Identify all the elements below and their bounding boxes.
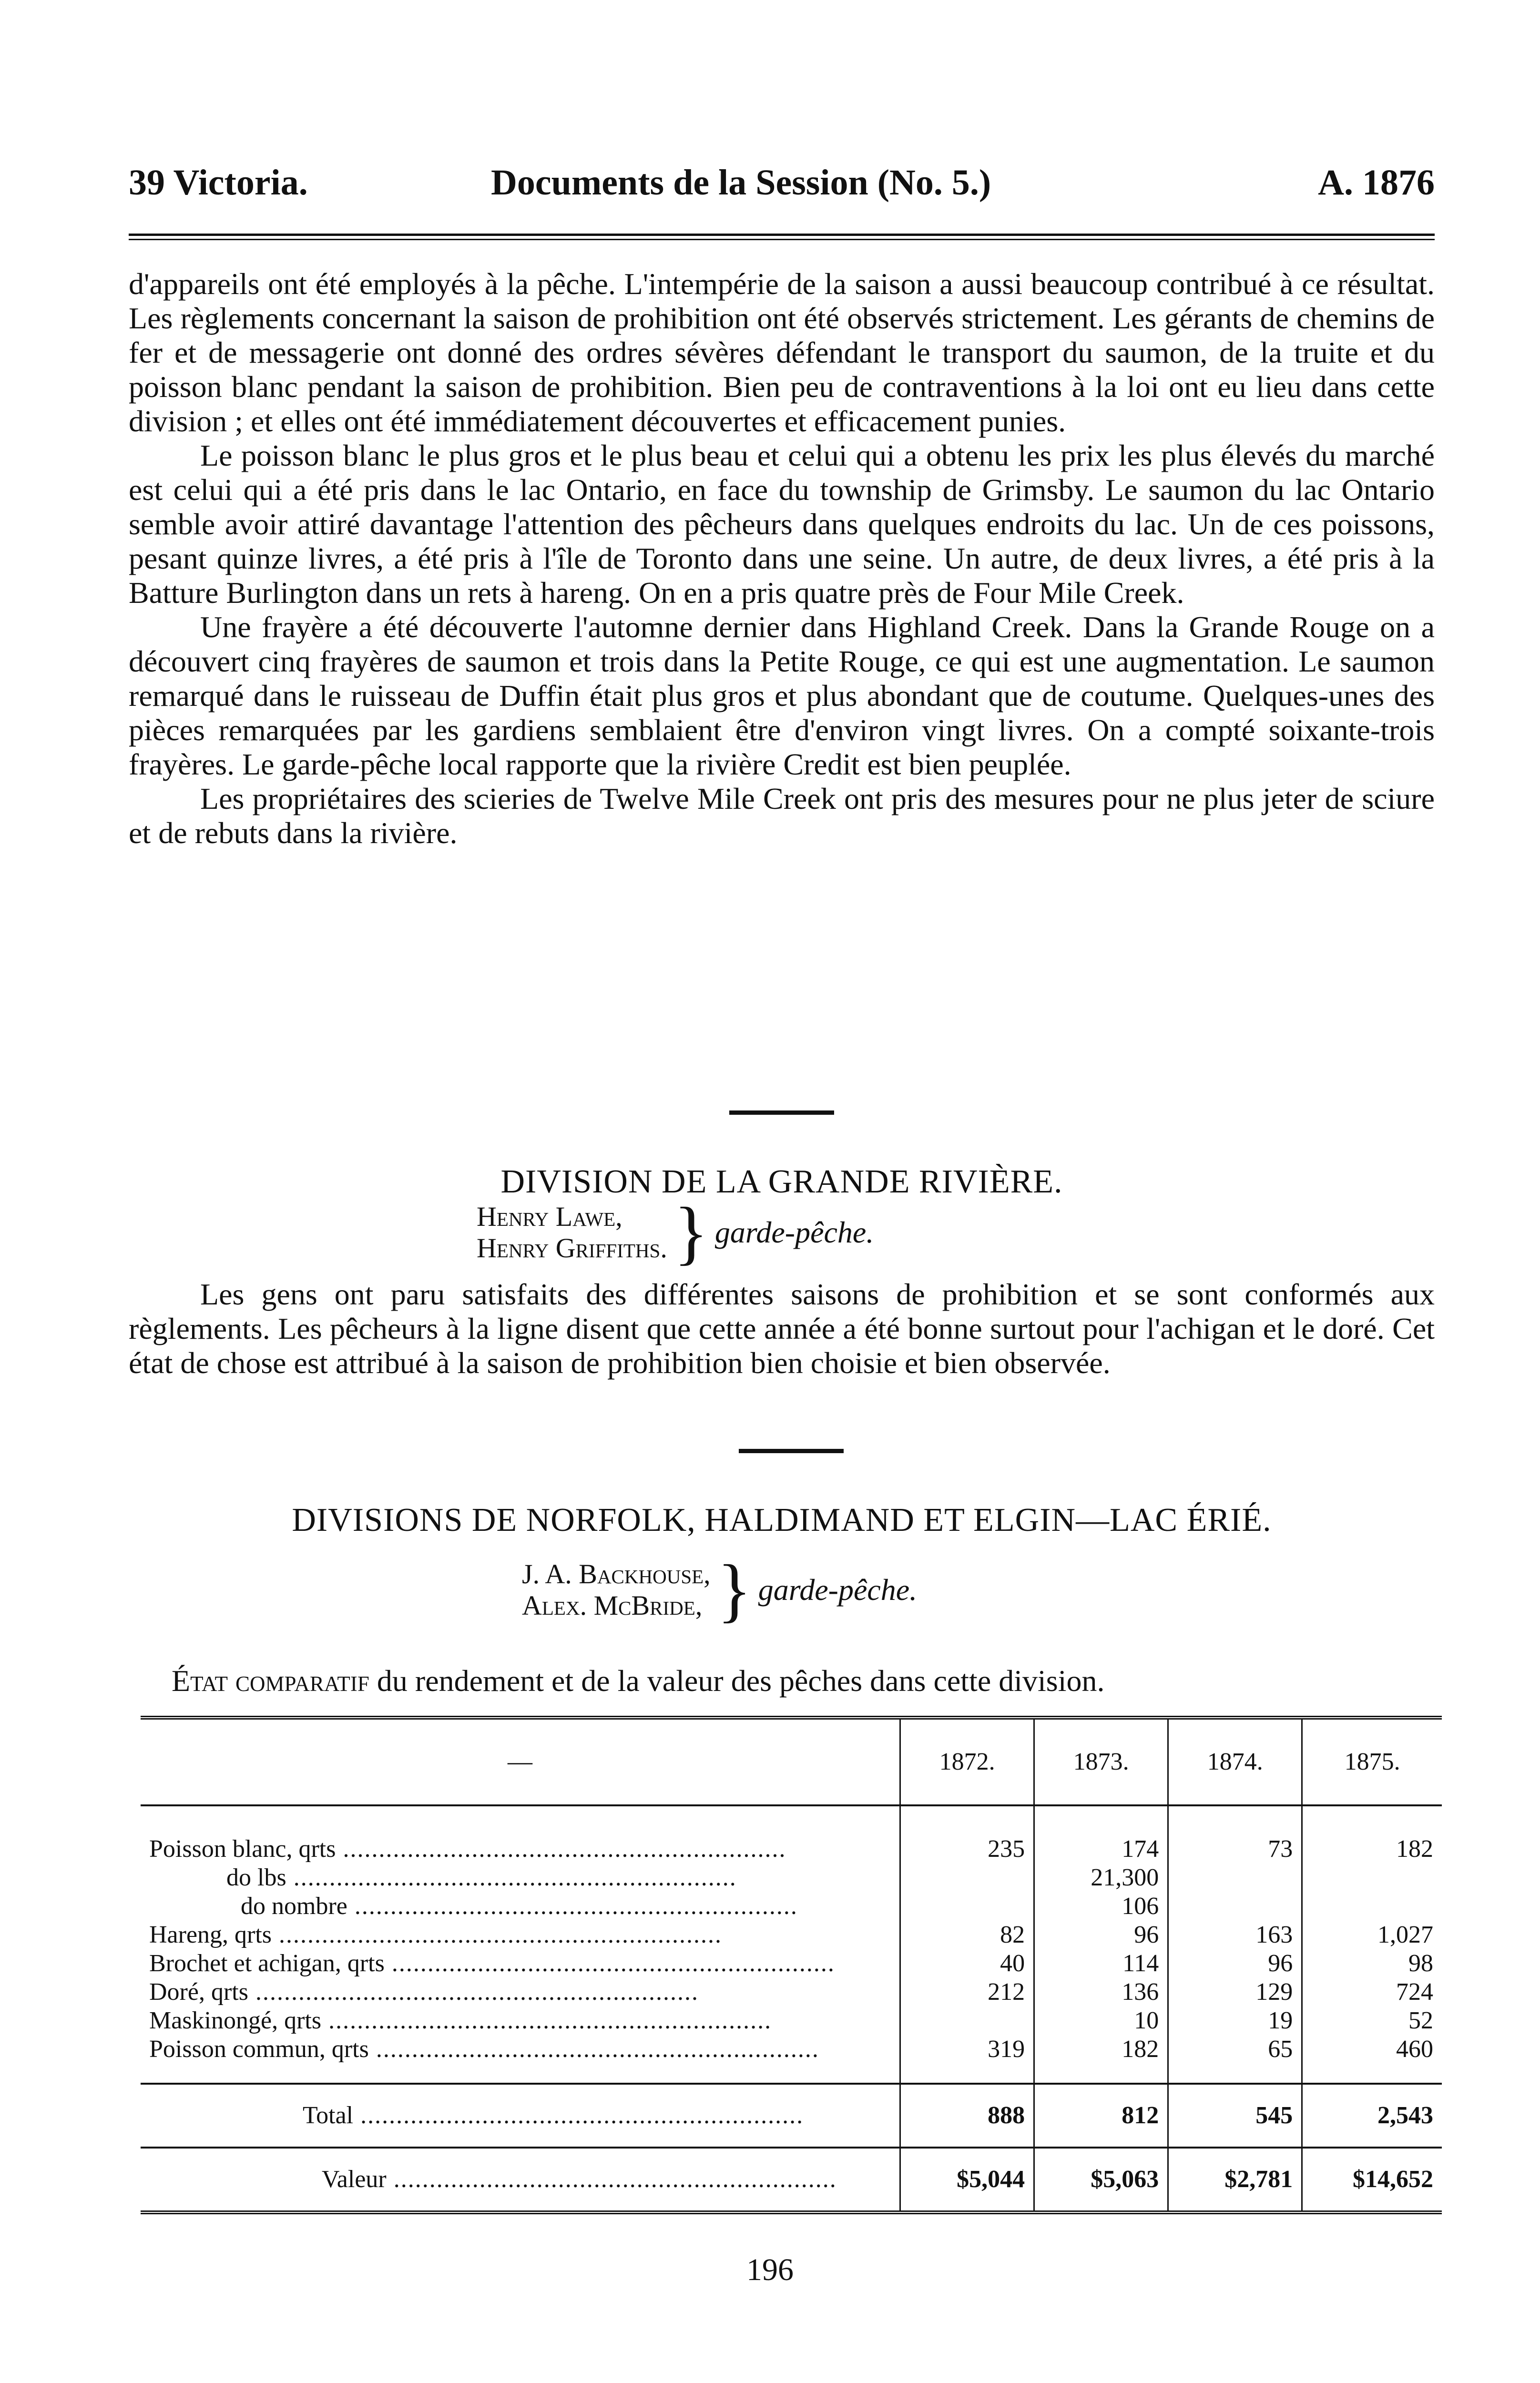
table-row [141, 1978, 1442, 2006]
paragraph: Les propriétaires des scieries de Twelve Mile Creek ont pris des mesures pour ne plus jeter de sciure et de rebuts dans la rivière. [129, 782, 1435, 850]
cell-value: 182 [1302, 1805, 1442, 1864]
caption-lead: État comparatif [172, 1664, 369, 1698]
brace: } [717, 1550, 752, 1629]
table-row [141, 2006, 1442, 2035]
cell-value [1168, 1864, 1302, 1892]
table-row [141, 1864, 1442, 1892]
warden-names [477, 1201, 667, 1264]
total-value: 812 [1034, 2084, 1168, 2148]
value-row [141, 2148, 1442, 2212]
cell-value: 96 [1034, 1921, 1168, 1949]
cell-value: 724 [1302, 1978, 1442, 2006]
cell-value: 106 [1034, 1892, 1168, 1921]
paragraph: Le poisson blanc le plus gros et le plus beau et celui qui a obtenu les prix les plus élevés du marché est celui qui a été pris dans le lac Ontario, en face du township de Grimsby. Le saumon du lac Ontario semble avoir attiré davantage l'attention des pêcheurs dans quelques endroits du lac. Un de ces poissons, pesant quinze livres, a été pris à l'île de Toronto dans une seine. Un autre, de deux livres, a été pris à la Batture Burlington dans un rets à hareng. On en a pris quatre près de Four Mile Creek. [129, 438, 1435, 610]
header-rule [129, 234, 1435, 240]
section-title: DIVISIONS DE NORFOLK, HALDIMAND ET ELGIN—LAC ÉRIÉ. [292, 1502, 1272, 1538]
cell-value: 10 [1034, 2006, 1168, 2035]
table-header-row [141, 1718, 1442, 1805]
value-amount: $5,044 [900, 2148, 1034, 2212]
caption-rest: du rendement et de la valeur des pêches dans cette division. [369, 1664, 1105, 1698]
cell-value: 40 [900, 1949, 1034, 1978]
cell-value: 174 [1034, 1805, 1168, 1864]
row-label: do nombre ..... [141, 1892, 900, 1921]
row-label: do lbs ..... [141, 1864, 900, 1892]
section-divider [739, 1449, 844, 1453]
warden-name: Alex. McBride, [522, 1590, 703, 1621]
cell-value: 1,027 [1302, 1921, 1442, 1949]
cell-value: 52 [1302, 2006, 1442, 2035]
total-label: Total ..... [141, 2084, 900, 2148]
year-header: 1875. [1302, 1718, 1442, 1805]
row-label: Maskinongé, qrts ..... [141, 2006, 900, 2035]
brace: } [673, 1193, 708, 1272]
grande-riviere-text [129, 1277, 1435, 1380]
cell-value: 65 [1168, 2035, 1302, 2084]
warden-block [522, 1550, 918, 1629]
cell-value: 129 [1168, 1978, 1302, 2006]
year-header: 1872. [900, 1718, 1034, 1805]
intro-text [129, 267, 1435, 850]
cell-value: 163 [1168, 1921, 1302, 1949]
cell-value [900, 1892, 1034, 1921]
cell-value [1302, 1864, 1442, 1892]
cell-value: 114 [1034, 1949, 1168, 1978]
warden-role: garde-pêche. [758, 1573, 918, 1607]
warden-name: J. A. Backhouse, [522, 1558, 711, 1589]
total-value: 888 [900, 2084, 1034, 2148]
section-divider [729, 1110, 834, 1115]
cell-value: 96 [1168, 1949, 1302, 1978]
cell-value: 235 [900, 1805, 1034, 1864]
cell-value [900, 2006, 1034, 2035]
paragraph: Une frayère a été découverte l'automne dernier dans Highland Creek. Dans la Grande Rouge on a découvert cinq frayères de saumon et trois dans la Petite Rouge, ce qui est une augmentation. Le saumon remarqué dans le ruisseau de Duffin était plus gros et plus abondant que de coutume. Quelques-unes des pièces remarquées par les gardiens semblaient être d'environ vingt livres. On a compté soixante-trois frayères. Le garde-pêche local rapporte que la rivière Credit est bien peuplée. [129, 610, 1435, 781]
cell-value: 19 [1168, 2006, 1302, 2035]
row-label: Hareng, qrts ..... [141, 1921, 900, 1949]
table-row [141, 1892, 1442, 1921]
value-amount: $14,652 [1302, 2148, 1442, 2212]
cell-value: 460 [1302, 2035, 1442, 2084]
row-label: Brochet et achigan, qrts ..... [141, 1949, 900, 1978]
value-amount: $5,063 [1034, 2148, 1168, 2212]
cell-value [1168, 1892, 1302, 1921]
cell-value: 21,300 [1034, 1864, 1168, 1892]
table-row [141, 1949, 1442, 1978]
cell-value: 98 [1302, 1949, 1442, 1978]
table-caption [172, 1663, 1435, 1699]
cell-value: 212 [900, 1978, 1034, 2006]
value-label: Valeur ..... [141, 2148, 900, 2212]
row-label: Poisson commun, qrts ..... [141, 2035, 900, 2084]
paragraph: d'appareils ont été employés à la pêche. L'intempérie de la saison a aussi beaucoup contribué à ce résultat. Les règlements concernant la saison de prohibition ont été observés strictement. Les gérants de chemins de fer et de messagerie ont donné des ordres sévères défendant le transport du saumon, de la truite et du poisson blanc pendant la saison de prohibition. Bien peu de contraventions à la loi ont eu lieu dans cette division ; et elles ont été immédiatement découvertes et efficacement punies. [129, 267, 1435, 438]
warden-names [522, 1558, 711, 1621]
total-row [141, 2084, 1442, 2148]
cell-value: 319 [900, 2035, 1034, 2084]
total-value: 545 [1168, 2084, 1302, 2148]
cell-value [900, 1864, 1034, 1892]
warden-name: Henry Lawe, [477, 1201, 622, 1232]
row-label: Poisson blanc, qrts ..... [141, 1805, 900, 1864]
cell-value: 82 [900, 1921, 1034, 1949]
table-row [141, 2035, 1442, 2084]
header-blank: — [141, 1718, 900, 1805]
year-header: 1873. [1034, 1718, 1168, 1805]
cell-value: 182 [1034, 2035, 1168, 2084]
total-value: 2,543 [1302, 2084, 1442, 2148]
table-row [141, 1921, 1442, 1949]
year-header: 1874. [1168, 1718, 1302, 1805]
row-label: Doré, qrts ..... [141, 1978, 900, 2006]
warden-name: Henry Griffiths. [477, 1232, 667, 1263]
table-row [141, 1805, 1442, 1864]
header-title: Documents de la Session (No. 5.) [491, 163, 991, 203]
section-title: DIVISION DE LA GRANDE RIVIÈRE. [500, 1163, 1063, 1200]
running-header [129, 162, 1435, 214]
catch-table [141, 1716, 1442, 2214]
paragraph: Les gens ont paru satisfaits des différentes saisons de prohibition et se sont conformés aux règlements. Les pêcheurs à la ligne disent que cette année a été bonne surtout pour l'achigan et le doré. Cet état de chose est attribué à la saison de prohibition bien choisie et bien observée. [129, 1277, 1435, 1380]
cell-value: 136 [1034, 1978, 1168, 2006]
header-year: A. 1876 [1318, 163, 1435, 203]
cell-value [1302, 1892, 1442, 1921]
warden-block [477, 1193, 874, 1272]
page-number: 196 [746, 2252, 794, 2287]
warden-role: garde-pêche. [714, 1215, 874, 1249]
header-volume: 39 Victoria. [129, 163, 308, 203]
value-amount: $2,781 [1168, 2148, 1302, 2212]
cell-value: 73 [1168, 1805, 1302, 1864]
